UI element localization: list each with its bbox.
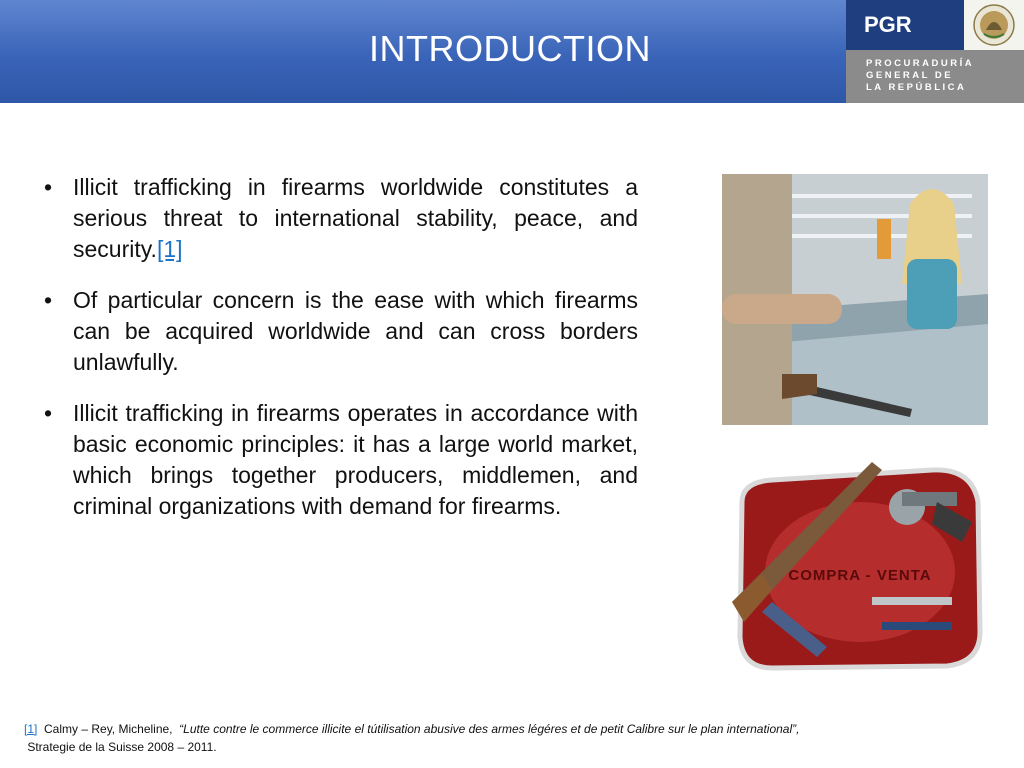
footnote-author: Calmy – Rey, Micheline, (44, 722, 173, 736)
footnote (24, 720, 1014, 756)
compra-venta-label: COMPRA - VENTA (788, 567, 932, 584)
bullet-item (44, 398, 638, 522)
pgr-logo (846, 0, 1024, 103)
bullet-dot: • (44, 174, 53, 200)
bullet-text: Of particular concern is the ease with which firearms can be acquired worldwide and can cross borders unlawfully. (73, 287, 638, 375)
bullet-dot: • (44, 400, 53, 426)
logo-line: PROCURADURÍA (866, 58, 975, 69)
bullet-text: Illicit trafficking in firearms worldwide constitutes a serious threat to international stability, peace, and security. (73, 174, 638, 262)
bullet-text: Illicit trafficking in firearms operates in accordance with basic economic principles: it has a large world market, which brings together producers, middlemen, and criminal organizations with demand for firearms. (73, 400, 638, 519)
compra-venta-illustration (732, 462, 984, 672)
mexican-seal-icon (964, 0, 1024, 50)
footnote-ref-link[interactable]: [1] (156, 236, 183, 262)
logo-acronym: PGR (846, 0, 964, 50)
gun-store-photo (722, 174, 988, 425)
footnote-source: Strategie de la Suisse 2008 – 2011. (27, 740, 217, 754)
bullet-item (44, 172, 638, 265)
logo-line: LA REPÚBLICA (866, 82, 967, 93)
logo-text (866, 58, 974, 94)
bullet-item (44, 285, 638, 378)
bullet-dot: • (44, 287, 53, 313)
footnote-title: “Lutte contre le commerce illicite el tútilisation abusive des armes légéres et de petit Calibre sur le plan international”, (179, 722, 800, 736)
bullet-list (44, 172, 638, 542)
logo-line: GENERAL DE (866, 70, 954, 81)
slide-title: INTRODUCTION (369, 28, 651, 69)
footnote-ref[interactable]: [1] (24, 722, 38, 736)
